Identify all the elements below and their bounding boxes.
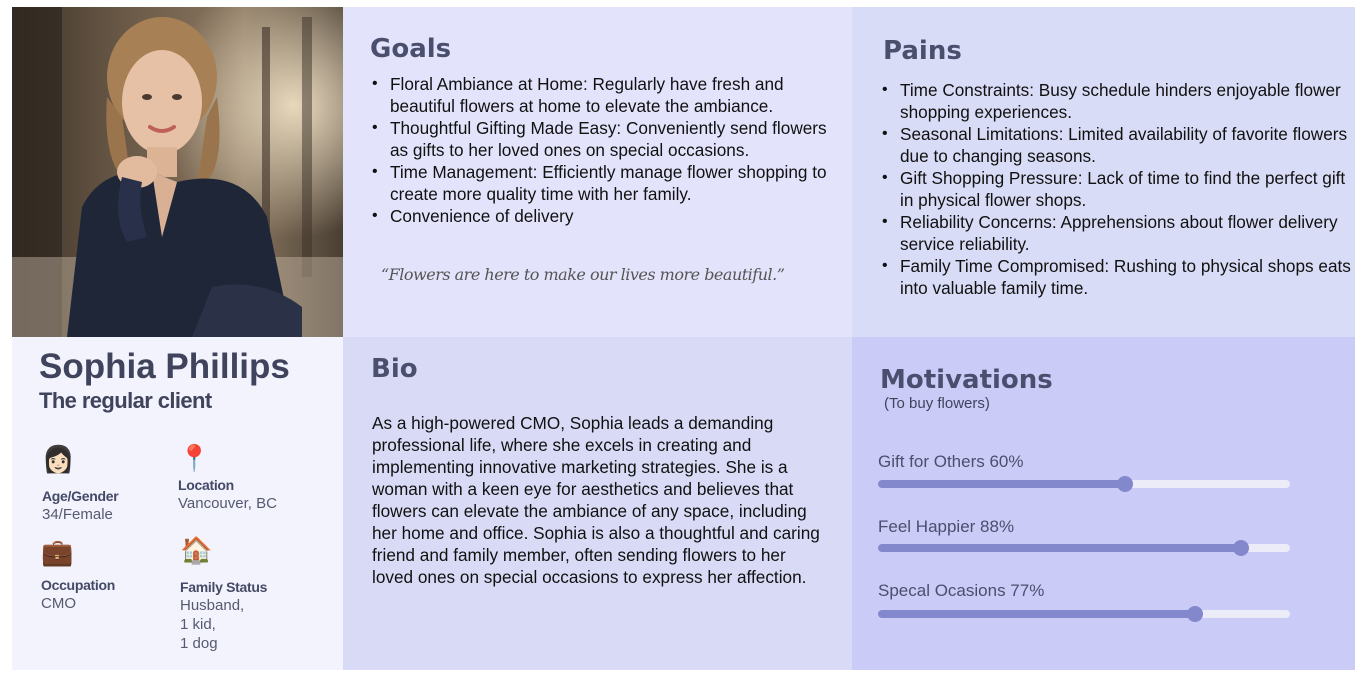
goals-title: Goals	[370, 34, 452, 64]
fact-value: CMO	[41, 595, 76, 612]
motivation-bar-knob	[1187, 606, 1203, 622]
list-item: • Convenience of delivery	[390, 205, 830, 227]
list-item: • Seasonal Limitations: Limited availability of favorite flowers due to changing seasons.	[900, 123, 1355, 167]
motivation-label: Gift for Others 60%	[878, 452, 1024, 471]
goals-section	[343, 7, 852, 337]
persona-photo	[12, 7, 343, 337]
motivations-subtitle: (To buy flowers)	[884, 395, 990, 412]
portrait-image	[12, 7, 343, 337]
persona-role: The regular client	[39, 388, 212, 413]
house-icon: 🏠	[180, 535, 213, 565]
profile-section	[12, 337, 343, 670]
list-item: • Thoughtful Gifting Made Easy: Conveniently send flowers as gifts to her loved ones on special occasions.	[390, 117, 830, 161]
motivation-bar	[878, 610, 1290, 618]
motivation-bar	[878, 544, 1290, 552]
list-item: • Time Management: Efficiently manage flower shopping to create more quality time with her family.	[390, 161, 830, 205]
motivation-bar-knob	[1117, 476, 1133, 492]
list-item: • Time Constraints: Busy schedule hinders enjoyable flower shopping experiences.	[900, 79, 1355, 123]
persona-quote: “Flowers are here to make our lives more beautiful.”	[381, 265, 785, 284]
persona-name: Sophia Phillips	[39, 347, 290, 386]
motivation-bar-fill	[878, 610, 1195, 618]
list-item: • Floral Ambiance at Home: Regularly have fresh and beautiful flowers at home to elevate the ambiance.	[390, 73, 830, 117]
list-item: • Gift Shopping Pressure: Lack of time to find the perfect gift in physical flower shops.	[900, 167, 1355, 211]
fact-label: Age/Gender	[42, 488, 119, 504]
motivation-bar-fill	[878, 480, 1125, 488]
list-item: • Family Time Compromised: Rushing to physical shops eats into valuable family time.	[900, 255, 1355, 299]
pains-list	[881, 79, 1355, 299]
bio-section	[343, 337, 852, 670]
list-item: • Reliability Concerns: Apprehensions about flower delivery service reliability.	[900, 211, 1355, 255]
goals-list	[371, 73, 830, 227]
motivations-title: Motivations	[880, 365, 1053, 395]
fact-value: Husband, 1 kid, 1 dog	[180, 597, 245, 652]
fact-value: Vancouver, BC	[178, 495, 277, 512]
briefcase-icon: 💼	[41, 537, 74, 567]
pains-title: Pains	[883, 36, 962, 66]
fact-label: Family Status	[180, 579, 268, 595]
pains-section	[852, 7, 1355, 337]
fact-value: 34/Female	[42, 506, 113, 523]
motivation-bar-knob	[1233, 540, 1249, 556]
pin-icon: 📍	[178, 443, 211, 473]
motivation-bar	[878, 480, 1290, 488]
motivations-section	[852, 337, 1355, 670]
motivation-label: Feel Happier 88%	[878, 517, 1015, 536]
bio-title: Bio	[371, 354, 418, 384]
motivation-label: Specal Ocasions 77%	[878, 581, 1045, 600]
fact-label: Location	[178, 477, 234, 493]
woman-icon: 👩🏻	[42, 444, 75, 474]
fact-label: Occupation	[41, 577, 116, 593]
motivation-bar-fill	[878, 544, 1241, 552]
bio-text: As a high-powered CMO, Sophia leads a demanding professional life, where she excels in creating and implementing innovative marketing strategies. She is a woman with a keen eye for aesthetics and believes that flowers can elevate the ambiance of any space, including her home and office. Sophia is also a thoughtful and caring friend and family member, often sending flowers to her loved ones on special occasions to express her affection.	[372, 413, 820, 587]
